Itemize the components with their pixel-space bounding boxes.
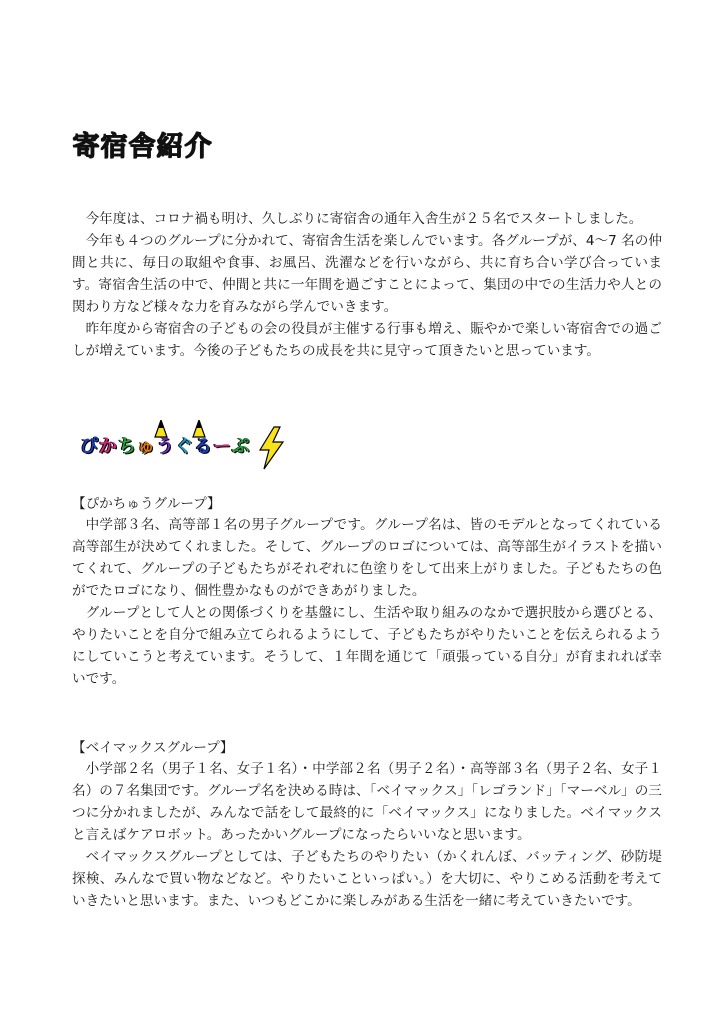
logo-letter: ゅ (137, 436, 156, 457)
logo-text (80, 432, 251, 458)
baymax-group-section (72, 758, 662, 912)
pikachu-group-section (72, 514, 662, 690)
lightning-bolt-icon (256, 426, 286, 470)
intro-paragraph: 今年も４つのグループに分かれて、寄宿舎生活を楽しんでいます。各グループが、4〜7 名の仲間と共に、毎日の取組や食事、お風呂、洗濯などを行いながら、共に育ち合い学び合っています。寄宿舎生活の中で、仲間と共に一年間を過ごすことによって、集団の中での生活力や人との関わり方など様々な力を育みながら学んでいきます。 (72, 233, 662, 315)
group-paragraph: 小学部２名（男子１名、女子１名）・中学部２名（男子２名）・高等部３名（男子２名、女子１名）の７名集団です。グループ名を決める時は、「ベイマックス」「レゴランド」「マーベル」の三つに分かれましたが、みんなで話をして最終的に「ベイマックス」になりました。ベイマックスと言えばケアロボット。あったかいグループになったらいいなと思います。 (72, 761, 662, 843)
group-paragraph: ベイマックスグループとしては、子どもたちのやりたい（かくれんぼ、バッティング、砂防堤探検、みんなで買い物などなど。やりたいこといっぱい。）を大切に、やりこめる活動を考えていきたいと思います。また、いつもどこかに楽しみがある生活を一緒に考えていきたいです。 (72, 849, 662, 909)
group-paragraph: 中学部３名、高等部１名の男子グループです。グループ名は、皆のモデルとなってくれている高等部生が決めてくれました。そして、グループのロゴについては、高等部生がイラストを描いてくれて、グループの子どもたちがそれぞれに色塗りをして出来上がりました。子どもたちの色がでたロゴになり、個性豊かなものができあがりました。 (72, 517, 662, 599)
logo-letter: る (194, 436, 213, 457)
group-paragraph: グループとして人との関係づくりを基盤にし、生活や取り組みのなかで選択肢から選びとる、やりたいことを自分で組み立てられるようにして、子どもたちがやりたいことを伝えられるようにしていこうと考えています。そうして、１年間を通じて「頑張っている自分」が育まれれば幸いです。 (72, 605, 662, 687)
intro-paragraph: 昨年度から寄宿舎の子どもの会の役員が主催する行事も増え、賑やかで楽しい寄宿舎での過ごしが増えています。今後の子どもたちの成長を共に見守って頂きたいと思っています。 (72, 321, 662, 359)
pikachu-group-logo (80, 420, 290, 472)
logo-letter: ち (118, 436, 137, 457)
section-heading-pikachu: 【ぴかちゅうグループ】 (72, 496, 221, 512)
logo-letter: ぴ (80, 436, 99, 457)
logo-letter: か (99, 436, 118, 457)
page-title: 寄宿舎紹介 (72, 131, 212, 162)
intro-paragraph: 今年度は、コロナ禍も明け、久しぶりに寄宿舎の通年入舎生が２５名でスタートしました。 (85, 211, 643, 227)
intro-section (72, 208, 662, 362)
logo-letter: ぷ (231, 436, 251, 457)
section-heading-baymax: 【ベイマックスグループ】 (72, 740, 234, 756)
logo-letter: ぐ (175, 436, 194, 457)
logo-letter: ー (213, 436, 232, 457)
logo-letter: う (156, 436, 175, 457)
